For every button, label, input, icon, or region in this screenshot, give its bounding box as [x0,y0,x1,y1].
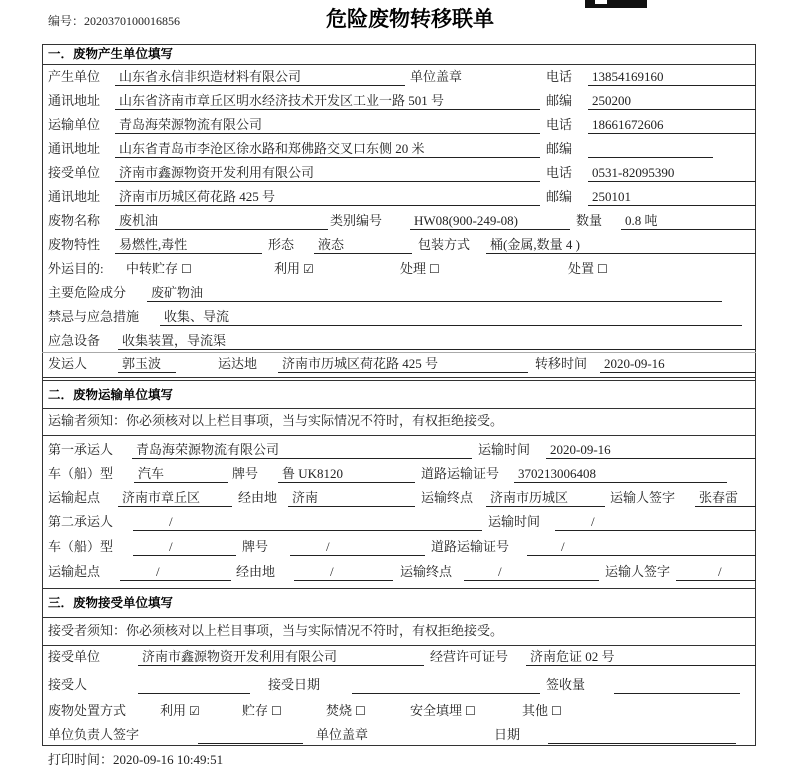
phone-label: 电话 [546,117,573,132]
plate-label: 牌号 [242,539,269,554]
second-start-field[interactable]: / [120,563,231,581]
address-label: 通讯地址 [48,93,101,108]
method-option-incinerate[interactable] [326,702,366,720]
hazard-label: 主要危险成分 [48,285,127,300]
receive-date-label: 接受日期 [268,677,321,692]
receiving-unit-field[interactable]: 济南市鑫源物资开发利用有限公司 [138,648,424,666]
second-carrier-sign-field[interactable]: / [676,563,756,581]
section-2-title: 二．废物运输单位填写 [48,387,174,402]
form-label: 形态 [268,237,295,252]
page-title: 危险废物转移联单 [326,7,494,31]
option-label: 安全填埋 [410,703,463,718]
carrier-address-field[interactable]: 山东省青岛市李沧区徐水路和郑佛路交叉口东侧 20 米 [115,140,540,158]
serial-label: 编号： [48,14,85,28]
print-time [48,751,223,768]
carrier-sign-label: 运输人签字 [605,564,671,579]
quantity-field[interactable]: 0.8 吨 [621,212,756,230]
option-label: 利用 [160,703,187,718]
second-carrier-field[interactable]: / [133,513,482,531]
first-via-field[interactable]: 济南 [288,489,415,507]
receiver-phone-field[interactable]: 0531-82095390 [588,164,756,182]
destination-label: 运达地 [218,356,258,371]
checkbox-icon[interactable]: ☐ [551,704,562,718]
transport-time-label: 运输时间 [488,514,541,529]
second-transport-time-field[interactable]: / [555,513,756,531]
receive-date-field[interactable] [352,676,540,694]
purpose-option-treat[interactable] [400,260,440,278]
via-label: 经由地 [236,564,276,579]
via-label: 经由地 [238,490,278,505]
print-time-label: 打印时间： [48,752,114,767]
producer-phone-field[interactable]: 13854169160 [588,68,756,86]
first-carrier-field[interactable]: 青岛海荣源物流有限公司 [132,441,472,459]
divider [42,435,756,436]
transfer-time-label: 转移时间 [535,356,588,371]
equipment-field[interactable]: 收集装置，导流渠 [118,332,756,350]
second-permit-field[interactable]: / [527,538,756,556]
measures-field[interactable]: 收集、导流 [160,308,742,326]
producer-zip-field[interactable]: 250200 [588,92,756,110]
second-carrier-label: 第二承运人 [48,514,114,529]
quantity-label: 数量 [576,213,603,228]
first-start-field[interactable]: 济南市章丘区 [118,489,232,507]
method-option-storage[interactable] [242,702,282,720]
shipper-label: 发运人 [48,356,88,371]
permit-label: 道路运输证号 [431,539,510,554]
first-carrier-label: 第一承运人 [48,442,114,457]
sign-date-label: 日期 [494,727,521,742]
divider [42,352,756,353]
zip-label: 邮编 [546,93,573,108]
packaging-field[interactable]: 桶(金属,数量 4 ) [486,236,756,254]
receiver-notice: 接受者须知：你必须核对以上栏目事项，当与实际情况不符时，有权拒绝接受。 [48,623,504,638]
purpose-label: 外运目的: [48,261,104,276]
head-sign-label: 单位负责人签字 [48,727,140,742]
option-label: 处置 [568,261,595,276]
first-transport-time-field[interactable]: 2020-09-16 [546,441,756,459]
receiving-unit-label: 接受单位 [48,649,101,664]
destination-field[interactable]: 济南市历城区荷花路 425 号 [278,355,528,373]
zip-label: 邮编 [546,189,573,204]
checkbox-icon[interactable]: ☑ [189,704,200,718]
plate-label: 牌号 [232,466,259,481]
disposal-method-label: 废物处置方式 [48,703,127,718]
stamp-label: 单位盖章 [410,69,463,84]
purpose-option-utilize[interactable] [274,260,314,278]
address-label: 通讯地址 [48,189,101,204]
carrier-notice: 运输者须知：你必须核对以上栏目事项，当与实际情况不符时，有权拒绝接受。 [48,413,504,428]
license-field[interactable]: 济南危证 02 号 [526,648,756,666]
producer-field[interactable]: 山东省永信非织造材料有限公司 [115,68,405,86]
vehicle-type-label: 车（船）型 [48,466,114,481]
packaging-label: 包装方式 [418,237,471,252]
receiver-person-field[interactable] [138,676,250,694]
property-field[interactable]: 易燃性,毒性 [115,236,262,254]
divider [42,380,756,381]
end-label: 运输终点 [421,490,474,505]
phone-label: 电话 [546,69,573,84]
section-3-title: 三．废物接受单位填写 [48,595,174,610]
phone-label: 电话 [546,165,573,180]
end-label: 运输终点 [400,564,453,579]
second-via-field[interactable]: / [294,563,393,581]
option-label: 焚烧 [326,703,353,718]
start-label: 运输起点 [48,490,101,505]
first-plate-field[interactable]: 鲁 UK8120 [278,465,415,483]
transfer-time-field[interactable]: 2020-09-16 [600,355,756,373]
transport-time-label: 运输时间 [478,442,531,457]
qr-code [585,0,647,8]
unit-stamp-label: 单位盖章 [316,727,369,742]
shipper-field[interactable]: 郭玉波 [118,355,176,373]
method-option-utilize[interactable] [160,702,200,720]
method-option-landfill[interactable] [410,702,476,720]
divider [42,64,756,65]
divider [42,408,756,409]
section-1-title: 一．废物产生单位填写 [48,46,174,61]
checkbox-icon[interactable]: ☐ [181,262,192,276]
waste-name-field[interactable]: 废机油 [115,212,328,230]
category-field[interactable]: HW08(900-249-08) [410,212,570,230]
receiver-zip-field[interactable]: 250101 [588,188,756,206]
property-label: 废物特性 [48,237,101,252]
option-label: 中转贮存 [126,261,179,276]
sign-date-field[interactable] [548,726,736,744]
license-label: 经营许可证号 [430,649,509,664]
permit-label: 道路运输证号 [421,466,500,481]
print-time-value: 2020-09-16 10:49:51 [113,752,224,767]
vehicle-type-label: 车（船）型 [48,539,114,554]
option-label: 贮存 [242,703,269,718]
carrier-zip-field[interactable] [588,140,713,158]
waste-name-label: 废物名称 [48,213,101,228]
first-vehicle-type-field[interactable]: 汽车 [134,465,228,483]
carrier-sign-label: 运输人签字 [610,490,676,505]
receiver-field[interactable]: 济南市鑫源物资开发利用有限公司 [115,164,540,182]
measures-label: 禁忌与应急措施 [48,309,140,324]
first-permit-field[interactable]: 370213006408 [514,465,727,483]
received-amount-label: 签收量 [546,677,586,692]
checkbox-icon[interactable]: ☐ [465,704,476,718]
form-field[interactable]: 液态 [314,236,412,254]
purpose-option-dispose[interactable] [568,260,608,278]
checkbox-icon[interactable]: ☐ [355,704,366,718]
carrier-phone-field[interactable]: 18661672606 [588,116,756,134]
first-carrier-sign-field[interactable]: 张春雷 [695,489,756,507]
equipment-label: 应急设备 [48,333,101,348]
divider [42,588,756,589]
first-end-field[interactable]: 济南市历城区 [486,489,605,507]
option-label: 其他 [522,703,549,718]
head-sign-field[interactable] [198,726,303,744]
receiver-address-field[interactable]: 济南市历城区荷花路 425 号 [115,188,540,206]
divider [42,617,756,618]
carrier-label: 运输单位 [48,117,101,132]
receiver-person-label: 接受人 [48,677,88,692]
receiver-label: 接受单位 [48,165,101,180]
checkbox-icon[interactable]: ☐ [429,262,440,276]
second-vehicle-type-field[interactable]: / [133,538,236,556]
producer-address-field[interactable]: 山东省济南市章丘区明水经济技术开发区工业一路 501 号 [115,92,540,110]
carrier-field[interactable]: 青岛海荣源物流有限公司 [115,116,540,134]
checkbox-icon[interactable]: ☐ [271,704,282,718]
purpose-option-storage[interactable] [126,260,192,278]
hazard-field[interactable]: 废矿物油 [147,284,722,302]
checkbox-icon[interactable]: ☐ [597,262,608,276]
option-label: 利用 [274,261,301,276]
divider [42,377,756,378]
zip-label: 邮编 [546,141,573,156]
start-label: 运输起点 [48,564,101,579]
divider [42,645,756,646]
address-label: 通讯地址 [48,141,101,156]
second-end-field[interactable]: / [464,563,599,581]
received-amount-field[interactable] [614,676,740,694]
producer-label: 产生单位 [48,69,101,84]
second-plate-field[interactable]: / [290,538,425,556]
checkbox-icon[interactable]: ☑ [303,262,314,276]
category-label: 类别编号 [330,213,383,228]
method-option-other[interactable] [522,702,562,720]
option-label: 处理 [400,261,427,276]
serial-number: 2020370100016856 [84,14,180,28]
